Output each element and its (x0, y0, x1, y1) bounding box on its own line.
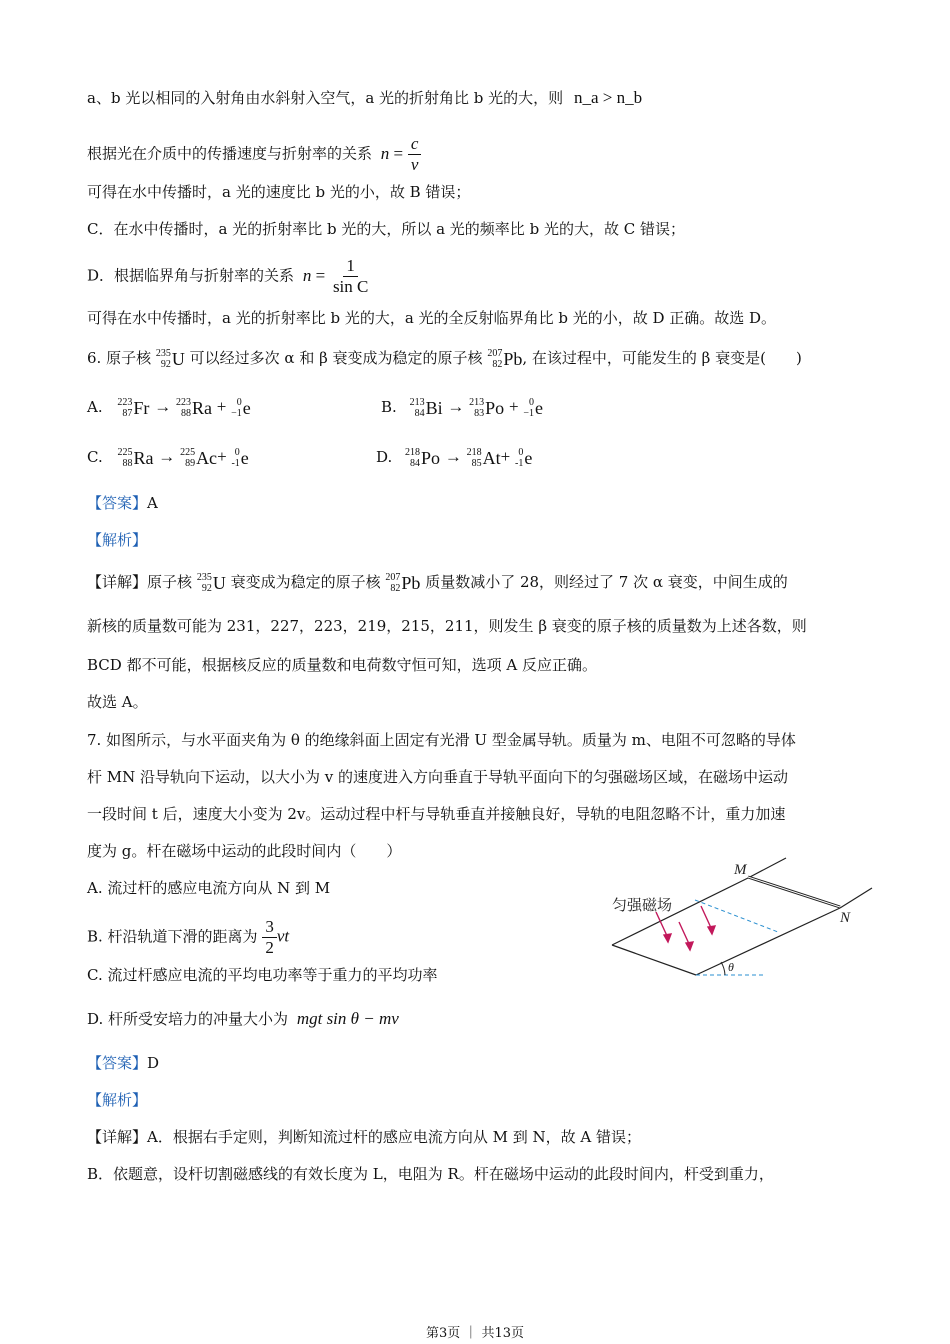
text-line: 可得在水中传播时，a 光的折射率比 b 光的大，a 光的全反射临界角比 b 光的小，故 D 正确。故选 D。 (87, 309, 777, 327)
text-line: 可得在水中传播时，a 光的速度比 b 光的小，故 B 错误； (87, 183, 471, 201)
field-arrow-head (686, 942, 693, 950)
rail-lower (840, 888, 872, 908)
label-theta: θ (728, 960, 734, 974)
question-7-stem: 杆 MN 沿导轨向下运动，以大小为 v 的速度进入方向垂直于导轨平面向下的匀强磁场区域，在磁场中运动 (87, 768, 789, 786)
option-b: B. 213 84 Bi → 213 83 Po + 0 −1 e (381, 397, 543, 419)
question-7-stem: 度为 g。杆在磁场中运动的此段时间内（ ） (87, 842, 402, 860)
answer-line: 【答案】D (87, 1054, 160, 1072)
detail-line: BCD 都不可能，根据核反应的质量数和电荷数守恒可知，选项 A 反应正确。 (87, 656, 597, 674)
label-n: N (840, 910, 851, 926)
option-d: D. 218 84 Po → 218 85 At + 0 -1 e (376, 447, 533, 469)
conductor-rod-mn-inner (748, 877, 840, 907)
answer-line: 【答案】A (87, 494, 158, 512)
math-inequality: n_a > n_b (573, 88, 643, 107)
rail-upper (748, 858, 786, 878)
option-a: A. 流过杆的感应电流方向从 N 到 M (87, 879, 331, 897)
field-arrow-head (664, 934, 671, 942)
text-line: C．在水中传播时，a 光的折射率比 b 光的大，所以 a 光的频率比 b 光的大，故 C 错误； (87, 220, 685, 238)
option-c: C. 225 88 Ra → 225 89 Ac + 0 -1 e (87, 447, 249, 469)
text: a、b 光以相同的入射角由水斜射入空气，a 光的折射角比 b 光的大，则 (87, 89, 564, 107)
incline-edge-bottom (696, 908, 840, 975)
field-label: 匀强磁场 (612, 896, 673, 914)
option-c: C. 流过杆感应电流的平均电功率等于重力的平均功率 (87, 966, 438, 984)
option-b: B. 杆沿轨道下滑的距离为 $\frac{3}{2}$ vt (87, 917, 290, 957)
analysis-label: 【解析】 (87, 1091, 148, 1109)
field-arrow-head (708, 926, 715, 934)
label-m: M (734, 862, 747, 878)
detail-line: 【详解】原子核 235 92 U 衰变成为稳定的原子核 207 82 Pb 质量数减小了 28，则经过了 7 次 α 衰变，中间生成的 (87, 572, 788, 594)
detail-line: 【详解】A．根据右手定则，判断知流过杆的感应电流方向从 M 到 N，故 A 错误； (87, 1128, 642, 1146)
fraction: $\frac{3}{2}$ (262, 917, 277, 958)
text: 根据光在介质中的传播速度与折射率的关系 (87, 144, 373, 163)
page-footer: 第3页 ｜ 共13页 (425, 1326, 525, 1341)
question-6-stem: 6. 原子核 235 92 U 可以经过多次 α 和 β 衰变成为稳定的原子核 207 82 Pb , 在该过程中，可能发生的 β 衰变是( ) (87, 348, 802, 370)
incline-rail-figure (600, 850, 890, 990)
option-a: A. 223 87 Fr → 223 88 Ra + 0 −1 e (87, 397, 251, 419)
detail-line: 故选 A。 (87, 693, 148, 711)
rail-left (612, 945, 696, 975)
question-7-stem: 7. 如图所示，与水平面夹角为 θ 的绝缘斜面上固定有光滑 U 型金属导轨。质量为 m、电阻不可忽略的导体 (87, 731, 796, 749)
theta-arc (721, 962, 725, 975)
detail-line: 新核的质量数可能为 231，227，223，219，215，211，则发生 β 衰变的原子核的质量数为上述各数，则 (87, 617, 807, 635)
fraction: $\frac{1}{\text{sin C}}$ (332, 256, 369, 296)
analysis-label: 【解析】 (87, 531, 148, 549)
option-d: D. 杆所受安培力的冲量大小为 mgt sin θ − mv (87, 1009, 399, 1028)
text-line: 根据光在介质中的传播速度与折射率的关系 n = $\frac{c}{v}$ (87, 134, 421, 175)
question-7-stem: 一段时间 t 后，速度大小变为 2v。运动过程中杆与导轨垂直并接触良好，导轨的电阻忽略不计，重力加速 (87, 805, 786, 823)
fraction: $\frac{c}{v}$ (408, 134, 422, 175)
detail-line: B．依题意，设杆切割磁感线的有效长度为 L，电阻为 R。杆在磁场中运动的此段时间内，杆受到重力， (87, 1165, 774, 1183)
text-line (87, 87, 642, 109)
text-line: D．根据临界角与折射率的关系 n = $\frac{1}{\text{sin C}}$ (87, 256, 371, 297)
text: D．根据临界角与折射率的关系 (87, 266, 295, 285)
